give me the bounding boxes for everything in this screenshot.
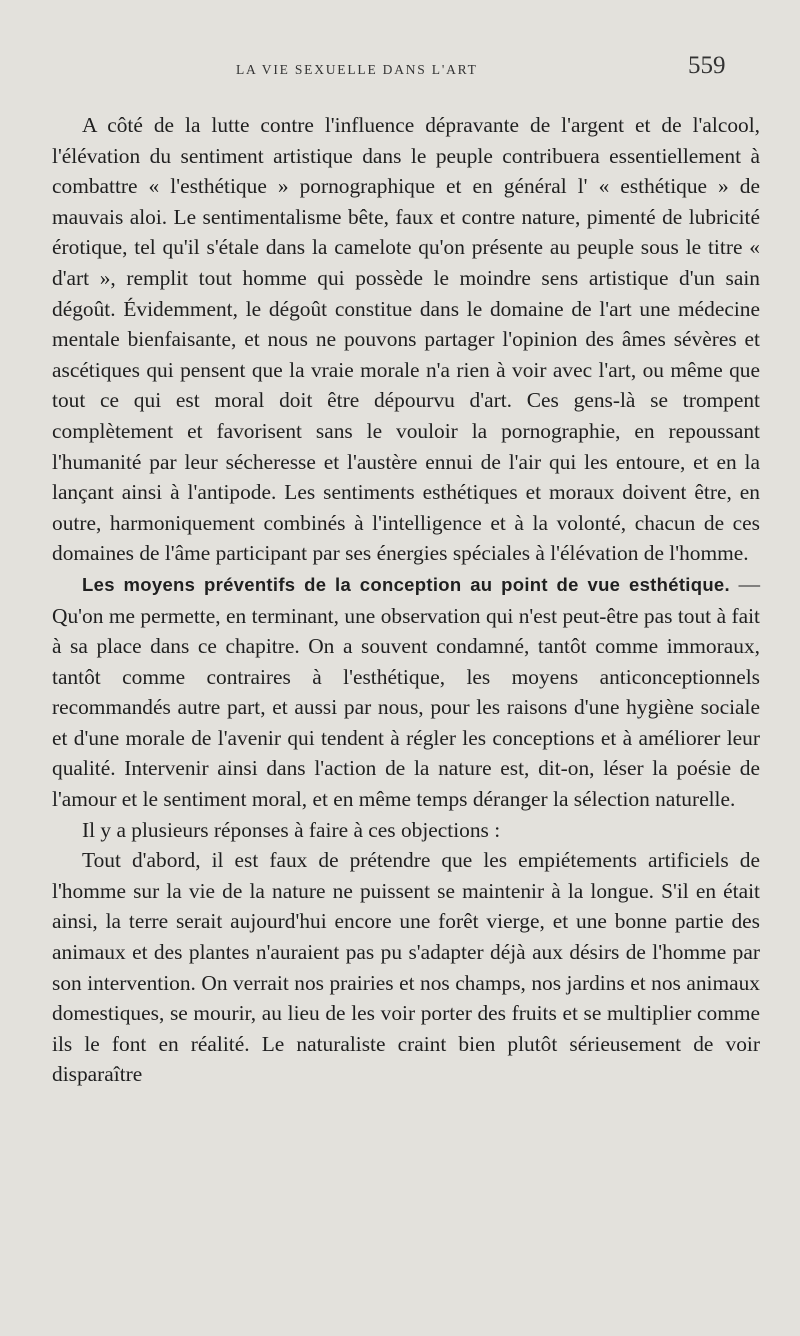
body-text	[52, 110, 760, 1090]
page-number: 559	[688, 52, 726, 79]
running-title: LA VIE SEXUELLE DANS L'ART	[236, 62, 478, 77]
paragraph: Il y a plusieurs réponses à faire à ces objections :	[82, 817, 501, 842]
paragraph: A côté de la lutte contre l'influence dépravante de l'argent et de l'alcool, l'élévation du sentiment artistique dans le peuple contribuera essentiellement à combattre « l'esthétique » pornographique et en général l' « esthétique » de mauvais aloi. Le sentimentalisme bête, faux et contre nature, pimenté de lubricité érotique, tel qu'il s'étale dans la camelote qu'on présente au peuple sous le titre « d'art », remplit tout homme qui possède le moindre sens artistique d'un sain dégoût. Évidemment, le dégoût constitue dans le domaine de l'art une médecine mentale bienfaisante, et nous ne pouvons partager l'opinion des âmes sévères et ascétiques qui pensent que la vraie morale n'a rien à voir avec l'art, ou même que tout ce qui est moral doit être dépourvu d'art. Ces gens-là se trompent complètement et favorisent sans le vouloir la pornographie, en repoussant l'humanité par leur sécheresse et l'austère ennui de l'air qui les entoure, et en la lançant ainsi à l'antipode. Les sentiments esthétiques et moraux doivent être, en outre, harmoniquement combinés à l'intelligence et à la volonté, chacun de ces domaines de l'âme participant par ses énergies spéciales à l'élévation de l'homme.	[52, 113, 760, 566]
paragraph: Tout d'abord, il est faux de prétendre que les empiétements artificiels de l'homme sur la vie de la nature ne puissent se maintenir à la longue. S'il en était ainsi, la terre serait aujourd'hui encore une forêt vierge, et une bonne partie des animaux et des plantes n'auraient pas pu s'adapter déjà aux désirs de l'homme par son intervention. On verrait nos prairies et nos champs, nos jardins et nos animaux domestiques, se mourir, au lieu de les voir porter des fruits et se multiplier comme ils le font en réalité. Le naturaliste craint bien plutôt sérieusement de voir disparaître	[52, 848, 760, 1087]
section-heading: Les moyens préventifs de la conception au point de vue esthétique.	[82, 573, 730, 595]
paragraph-with-heading	[52, 569, 760, 815]
paragraph-text: — Qu'on me permette, en terminant, une observation qui n'est peut-être pas tout à fait à sa place dans ce chapitre. On a souvent condamné, tantôt comme immoraux, tantôt comme contraires à l'esthétique, les moyens anticonceptionnels recommandés autre part, et aussi par nous, pour les raisons d'une hygiène sociale et d'une morale de l'avenir qui tendent à régler les conceptions et à améliorer leur qualité. Intervenir ainsi dans l'action de la nature est, dit-on, léser la poésie de l'amour et le sentiment moral, et en même temps déranger la sélection naturelle.	[52, 571, 761, 812]
